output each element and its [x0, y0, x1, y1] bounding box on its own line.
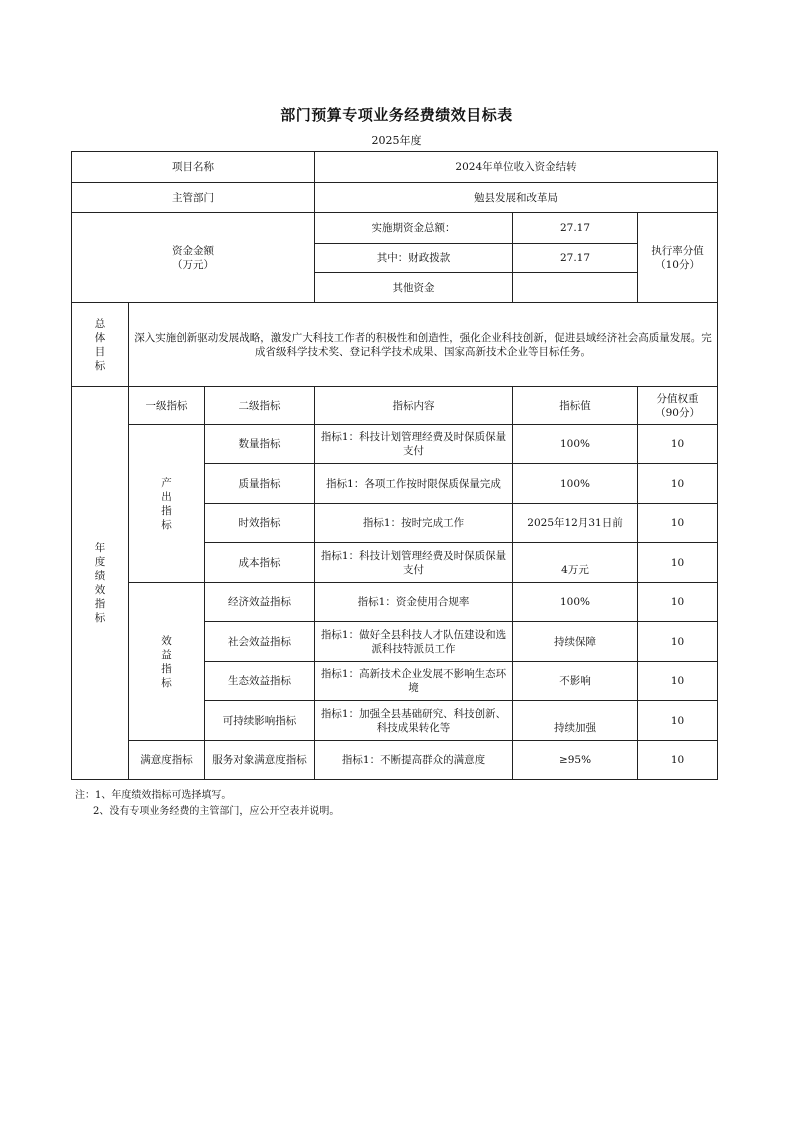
header-value: 指标值 [513, 387, 638, 425]
level2-cell: 数量指标 [205, 425, 315, 464]
annual-indicators-label-cell [72, 387, 129, 780]
goal-row [72, 303, 718, 387]
value-cell: 持续保障 [513, 622, 638, 662]
content-cell: 指标1：科技计划管理经费及时保质保量支付 [315, 543, 513, 583]
funds-label: 资金金额 [172, 244, 214, 257]
fiscal-year: 2025年度 [371, 134, 422, 147]
table-row [72, 425, 718, 464]
content-cell: 指标1：做好全县科技人才队伍建设和选派科技特派员工作 [315, 622, 513, 662]
table-row [72, 741, 718, 780]
value-text: 4万元 [561, 563, 589, 576]
level2-cell: 质量指标 [205, 464, 315, 504]
funds-fiscal-label: 其中：财政拨款 [315, 244, 513, 273]
indicator-header-row [72, 387, 718, 425]
content-cell: 指标1：高新技术企业发展不影响生态环境 [315, 662, 513, 701]
level2-cell: 社会效益指标 [205, 622, 315, 662]
value-cell: 100% [513, 583, 638, 622]
footnote-1: 注：1、年度绩效指标可选择填写。 [75, 790, 232, 801]
score-cell: 10 [638, 741, 718, 780]
level2-cell: 经济效益指标 [205, 583, 315, 622]
dept-row [72, 183, 718, 213]
value-cell: 2025年12月31日前 [513, 504, 638, 543]
funds-other-value [513, 273, 638, 303]
performance-table [71, 151, 718, 780]
level2-cell: 可持续影响指标 [205, 701, 315, 741]
goal-label-cell [72, 303, 129, 387]
project-name-row [72, 152, 718, 183]
annual-indicators-label: 年度绩效指标 [94, 542, 106, 624]
group-benefit-label: 效益指标 [161, 634, 172, 689]
header-content: 指标内容 [315, 387, 513, 425]
score-cell: 10 [638, 504, 718, 543]
content-cell: 指标1：科技计划管理经费及时保质保量支付 [315, 425, 513, 464]
footnote-2: 2、没有专项业务经费的主管部门，应公开空表并说明。 [93, 806, 340, 817]
value-cell: 100% [513, 464, 638, 504]
level2-cell: 服务对象满意度指标 [205, 741, 315, 780]
header-level1: 一级指标 [129, 387, 205, 425]
level2-cell: 生态效益指标 [205, 662, 315, 701]
content-cell: 指标1：按时完成工作 [315, 504, 513, 543]
content-cell: 指标1：加强全县基础研究、科技创新、科技成果转化等 [315, 701, 513, 741]
table-row [72, 583, 718, 622]
footnotes [75, 788, 339, 820]
level2-cell: 成本指标 [205, 543, 315, 583]
funds-other-label: 其他资金 [315, 273, 513, 303]
exec-rate-label: 执行率分值 [651, 244, 704, 257]
content-cell: 指标1：不断提高群众的满意度 [315, 741, 513, 780]
header-score-cell [638, 387, 718, 425]
funds-label-cell [72, 213, 315, 303]
score-cell: 10 [638, 583, 718, 622]
score-cell: 10 [638, 543, 718, 583]
content-cell: 指标1：资金使用合规率 [315, 583, 513, 622]
score-cell: 10 [638, 425, 718, 464]
content-cell: 指标1：各项工作按时限保质保量完成 [315, 464, 513, 504]
funds-total-row [72, 213, 718, 244]
funds-total-value: 27.17 [513, 213, 638, 244]
value-text: 持续加强 [554, 721, 597, 734]
page-title: 部门预算专项业务经费绩效目标表 [280, 106, 513, 124]
header-score: 分值权重 [656, 392, 699, 405]
score-cell: 10 [638, 662, 718, 701]
header-level2: 二级指标 [205, 387, 315, 425]
dept-label: 主管部门 [72, 183, 315, 213]
project-name-label: 项目名称 [72, 152, 315, 183]
funds-fiscal-value: 27.17 [513, 244, 638, 273]
group-output-cell [129, 425, 205, 583]
goal-text: 深入实施创新驱动发展战略，激发广大科技工作者的积极性和创造性，强化企业科技创新，促进县域经济社会高质量发展。完成省级科学技术奖、登记科学技术成果、国家高新技术企业等目标任务。 [129, 303, 718, 387]
score-cell: 10 [638, 622, 718, 662]
funds-total-label: 实施期资金总额： [315, 213, 513, 244]
level2-cell: 时效指标 [205, 504, 315, 543]
group-satisfaction-label: 满意度指标 [129, 741, 205, 780]
value-cell: 100% [513, 425, 638, 464]
goal-label: 总体目标 [94, 317, 106, 372]
value-cell: ≥95% [513, 741, 638, 780]
exec-rate-score: （10分） [655, 258, 700, 271]
score-cell: 10 [638, 464, 718, 504]
funds-unit: （万元） [172, 258, 214, 271]
group-output-label: 产出指标 [161, 476, 172, 531]
score-cell: 10 [638, 701, 718, 741]
value-cell [513, 543, 638, 583]
exec-rate-cell [638, 213, 718, 303]
project-name-value: 2024年单位收入资金结转 [315, 152, 718, 183]
value-cell [513, 701, 638, 741]
value-cell: 不影响 [513, 662, 638, 701]
dept-value: 勉县发展和改革局 [315, 183, 718, 213]
header-score-total: （90分） [655, 406, 700, 419]
group-benefit-cell [129, 583, 205, 741]
